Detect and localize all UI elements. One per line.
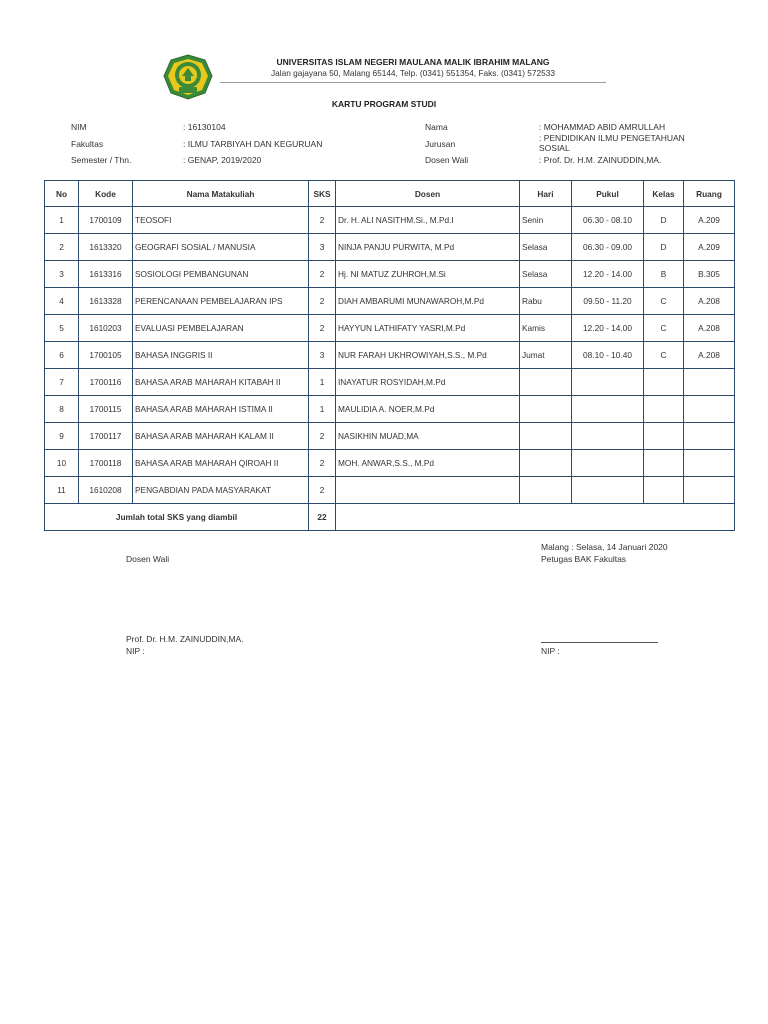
table-row	[45, 261, 735, 288]
course-code: 1700115	[79, 396, 133, 423]
course-time	[572, 450, 644, 477]
course-class: C	[644, 315, 684, 342]
course-code: 1613320	[79, 234, 133, 261]
course-day: Selasa	[520, 234, 572, 261]
course-name: SOSIOLOGI PEMBANGUNAN	[133, 261, 309, 288]
total-label: Jumlah total SKS yang diambil	[45, 504, 309, 531]
course-class: C	[644, 342, 684, 369]
column-header: Kode	[79, 181, 133, 207]
table-row	[45, 450, 735, 477]
course-room: A.208	[684, 315, 735, 342]
nim-value: : 16130104	[183, 122, 226, 132]
course-code: 1610208	[79, 477, 133, 504]
course-lecturer: INAYATUR ROSYIDAH,M.Pd	[336, 369, 520, 396]
course-class: D	[644, 234, 684, 261]
course-table	[44, 180, 735, 531]
course-sks: 2	[309, 315, 336, 342]
course-time: 12.20 - 14.00	[572, 315, 644, 342]
university-address: Jalan gajayana 50, Malang 65144, Telp. (0341) 551354, Faks. (0341) 572533	[271, 68, 555, 78]
course-room	[684, 423, 735, 450]
course-room: A.209	[684, 234, 735, 261]
jurusan-label: Jurusan	[425, 139, 456, 149]
university-name: UNIVERSITAS ISLAM NEGERI MAULANA MALIK IBRAHIM MALANG	[276, 57, 550, 67]
column-header: Ruang	[684, 181, 735, 207]
course-class	[644, 477, 684, 504]
course-lecturer: Hj. NI MATUZ ZUHROH,M.Si	[336, 261, 520, 288]
course-sks: 2	[309, 207, 336, 234]
course-no: 1	[45, 207, 79, 234]
course-time: 09.50 - 11.20	[572, 288, 644, 315]
course-lecturer: MAULIDIA A. NOER,M.Pd	[336, 396, 520, 423]
course-room	[684, 477, 735, 504]
nim-label: NIM	[71, 122, 87, 132]
course-name: BAHASA ARAB MAHARAH KALAM II	[133, 423, 309, 450]
course-time	[572, 477, 644, 504]
course-lecturer: HAYYUN LATHIFATY YASRI,M.Pd	[336, 315, 520, 342]
course-time	[572, 423, 644, 450]
course-day: Senin	[520, 207, 572, 234]
course-time: 06.30 - 08.10	[572, 207, 644, 234]
right-signature-nip: NIP :	[541, 646, 560, 656]
course-lecturer: NINJA PANJU PURWITA, M.Pd	[336, 234, 520, 261]
course-sks: 2	[309, 288, 336, 315]
course-class: C	[644, 288, 684, 315]
wali-label: Dosen Wali	[425, 155, 469, 165]
course-code: 1613328	[79, 288, 133, 315]
course-lecturer: DIAH AMBARUMI MUNAWAROH,M.Pd	[336, 288, 520, 315]
course-room	[684, 396, 735, 423]
column-header: No	[45, 181, 79, 207]
table-row	[45, 369, 735, 396]
course-sks: 1	[309, 396, 336, 423]
course-sks: 3	[309, 342, 336, 369]
fakultas-value: : ILMU TARBIYAH DAN KEGURUAN	[183, 139, 323, 149]
course-sks: 2	[309, 261, 336, 288]
course-name: TEOSOFI	[133, 207, 309, 234]
course-day: Selasa	[520, 261, 572, 288]
course-time	[572, 396, 644, 423]
course-lecturer: NUR FARAH UKHROWIYAH,S.S., M.Pd	[336, 342, 520, 369]
course-class: D	[644, 207, 684, 234]
course-day	[520, 423, 572, 450]
course-name: BAHASA ARAB MAHARAH QIROAH II	[133, 450, 309, 477]
course-code: 1700105	[79, 342, 133, 369]
course-no: 7	[45, 369, 79, 396]
course-day	[520, 369, 572, 396]
column-header: Kelas	[644, 181, 684, 207]
column-header: SKS	[309, 181, 336, 207]
course-no: 4	[45, 288, 79, 315]
course-lecturer	[336, 477, 520, 504]
course-no: 10	[45, 450, 79, 477]
course-name: BAHASA ARAB MAHARAH ISTIMA II	[133, 396, 309, 423]
course-room: B.305	[684, 261, 735, 288]
course-name: PENGABDIAN PADA MASYARAKAT	[133, 477, 309, 504]
course-name: BAHASA ARAB MAHARAH KITABAH II	[133, 369, 309, 396]
course-sks: 2	[309, 450, 336, 477]
course-day: Rabu	[520, 288, 572, 315]
course-name: EVALUASI PEMBELAJARAN	[133, 315, 309, 342]
course-sks: 3	[309, 234, 336, 261]
course-time: 08.10 - 10.40	[572, 342, 644, 369]
course-lecturer: Dr. H. ALI NASITHM.Si., M.Pd.I	[336, 207, 520, 234]
table-row	[45, 207, 735, 234]
total-row	[45, 504, 735, 531]
course-no: 2	[45, 234, 79, 261]
course-room	[684, 450, 735, 477]
table-row	[45, 315, 735, 342]
course-no: 6	[45, 342, 79, 369]
course-room: A.208	[684, 288, 735, 315]
table-row	[45, 288, 735, 315]
course-day	[520, 477, 572, 504]
course-no: 5	[45, 315, 79, 342]
left-signature-title: Dosen Wali	[126, 554, 170, 564]
total-sks: 22	[309, 504, 336, 531]
left-signature-name: Prof. Dr. H.M. ZAINUDDIN,MA.	[126, 634, 244, 644]
course-code: 1610203	[79, 315, 133, 342]
course-no: 8	[45, 396, 79, 423]
fakultas-label: Fakultas	[71, 139, 104, 149]
semester-label: Semester / Thn.	[71, 155, 132, 165]
course-day: Jumat	[520, 342, 572, 369]
course-day: Kamis	[520, 315, 572, 342]
jurusan-value-line2: SOSIAL	[539, 143, 570, 153]
wali-value: : Prof. Dr. H.M. ZAINUDDIN,MA.	[539, 155, 662, 165]
course-no: 11	[45, 477, 79, 504]
course-no: 9	[45, 423, 79, 450]
table-row	[45, 423, 735, 450]
nama-value: : MOHAMMAD ABID AMRULLAH	[539, 122, 666, 132]
course-no: 3	[45, 261, 79, 288]
course-time	[572, 369, 644, 396]
course-lecturer: MOH. ANWAR,S.S., M.Pd	[336, 450, 520, 477]
jurusan-value-line1: : PENDIDIKAN ILMU PENGETAHUAN	[539, 133, 685, 143]
column-header: Hari	[520, 181, 572, 207]
course-name: GEOGRAFI SOSIAL / MANUSIA	[133, 234, 309, 261]
course-lecturer: NASIKHIN MUAD,MA	[336, 423, 520, 450]
course-sks: 2	[309, 423, 336, 450]
course-code: 1613316	[79, 261, 133, 288]
course-time: 06.30 - 09.00	[572, 234, 644, 261]
table-header-row	[45, 181, 735, 207]
course-name: PERENCANAAN PEMBELAJARAN IPS	[133, 288, 309, 315]
course-sks: 2	[309, 477, 336, 504]
header-divider	[220, 82, 606, 83]
course-class	[644, 423, 684, 450]
course-class: B	[644, 261, 684, 288]
course-day	[520, 450, 572, 477]
course-class	[644, 369, 684, 396]
course-room	[684, 369, 735, 396]
semester-value: : GENAP, 2019/2020	[183, 155, 262, 165]
course-room: A.208	[684, 342, 735, 369]
document-title: KARTU PROGRAM STUDI	[331, 99, 437, 109]
course-name: BAHASA INGGRIS II	[133, 342, 309, 369]
right-place-date: Malang : Selasa, 14 Januari 2020	[541, 542, 668, 552]
table-row	[45, 477, 735, 504]
course-time: 12.20 - 14.00	[572, 261, 644, 288]
column-header: Pukul	[572, 181, 644, 207]
nama-label: Nama	[425, 122, 448, 132]
table-row	[45, 396, 735, 423]
left-signature-nip: NIP :	[126, 646, 145, 656]
column-header: Nama Matakuliah	[133, 181, 309, 207]
signature-line	[541, 642, 658, 643]
course-sks: 1	[309, 369, 336, 396]
right-signature-title: Petugas BAK Fakultas	[541, 554, 627, 564]
course-class	[644, 396, 684, 423]
course-class	[644, 450, 684, 477]
total-empty	[336, 504, 735, 531]
course-code: 1700118	[79, 450, 133, 477]
table-row	[45, 342, 735, 369]
course-code: 1700117	[79, 423, 133, 450]
course-day	[520, 396, 572, 423]
university-logo	[163, 54, 213, 100]
column-header: Dosen	[336, 181, 520, 207]
course-code: 1700116	[79, 369, 133, 396]
course-code: 1700109	[79, 207, 133, 234]
course-room: A.209	[684, 207, 735, 234]
table-row	[45, 234, 735, 261]
